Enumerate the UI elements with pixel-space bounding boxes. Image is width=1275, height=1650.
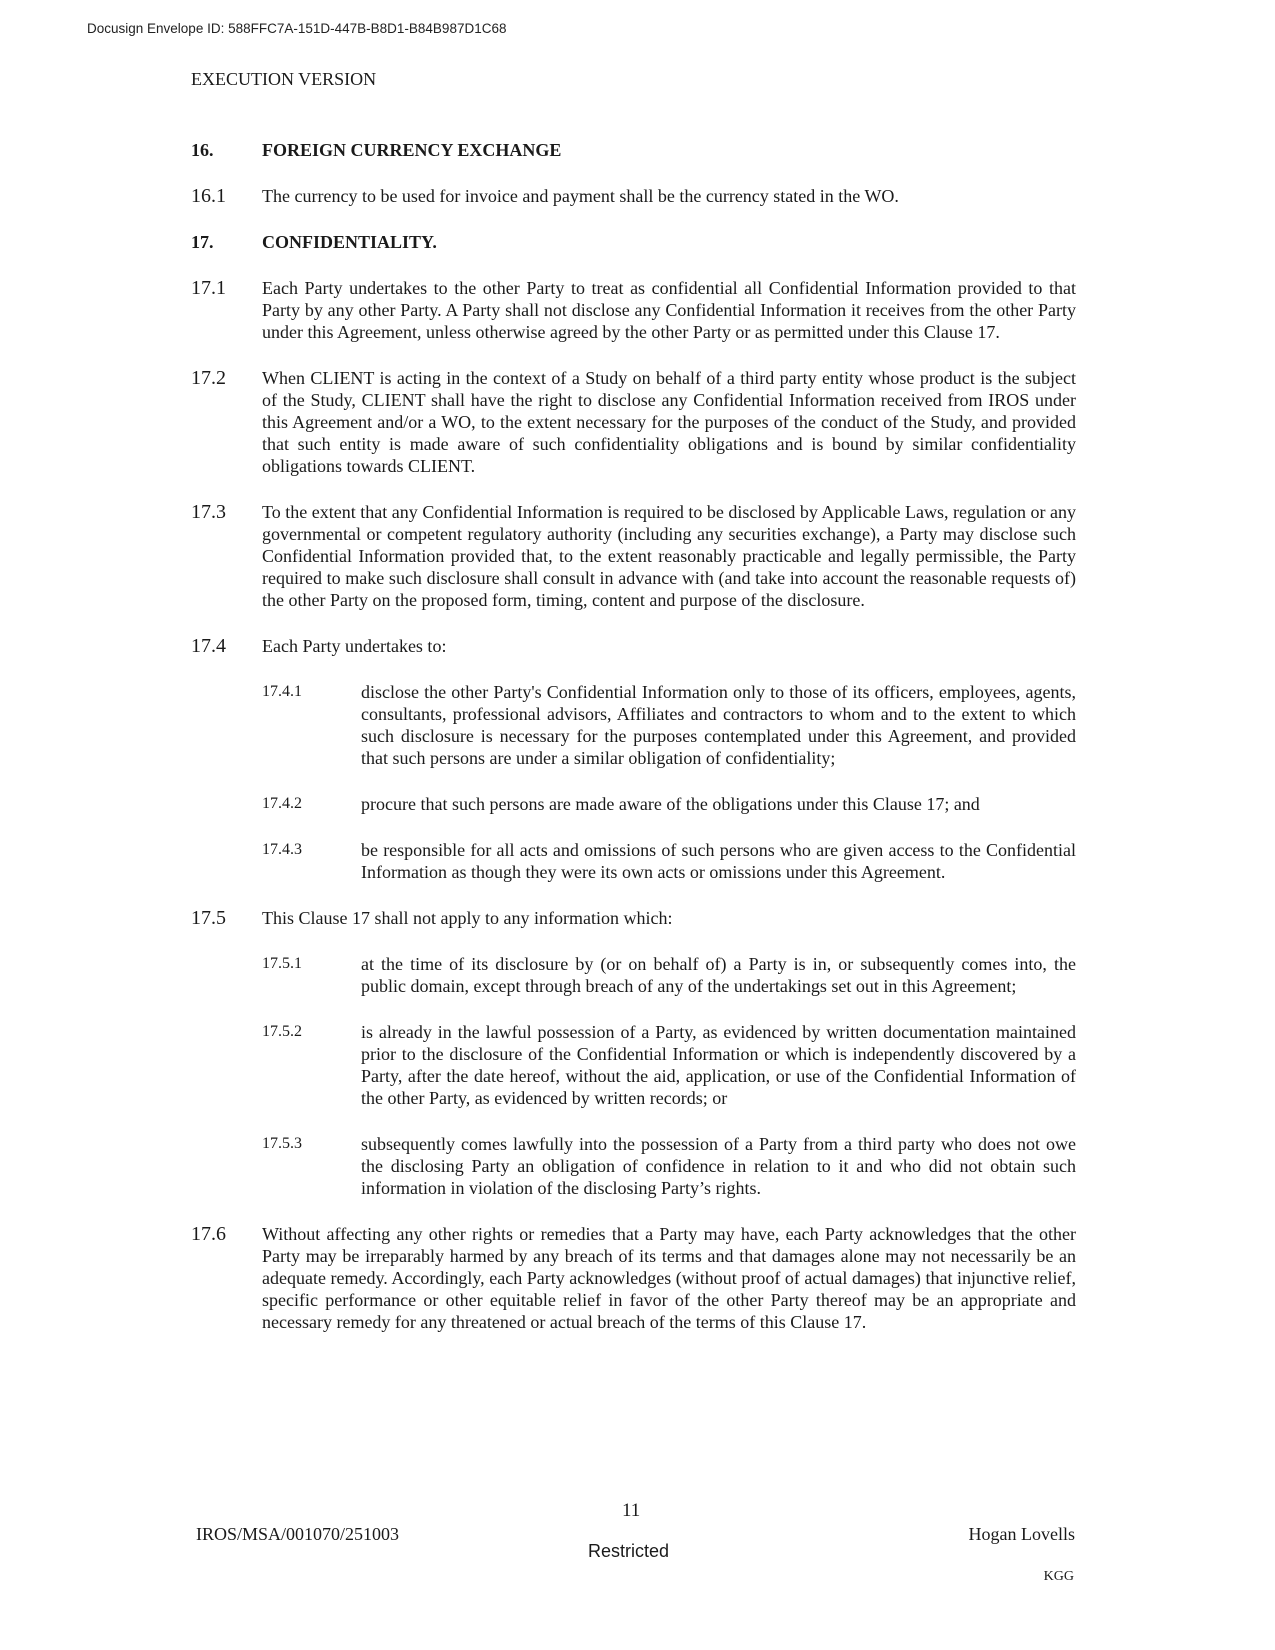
sub-clause xyxy=(262,793,1076,815)
sub-clause-number: 17.5.2 xyxy=(262,1023,302,1040)
clause-text: Without affecting any other rights or remedies that a Party may have, each Party acknowledges that the other Party may be irreparably harmed by any breach of its terms and that damages alone may not necessarily be an adequate remedy. Accordingly, each Party acknowledges (without proof of actual damages) that injunctive relief, specific performance or other equitable relief in favor of the other Party thereof may be an appropriate and necessary remedy for any threatened or actual breach of the terms of this Clause 17. xyxy=(262,1224,1076,1332)
sub-clause-number: 17.4.1 xyxy=(262,683,302,700)
section-number: 17. xyxy=(191,232,214,252)
sub-clause xyxy=(262,1021,1076,1109)
clause-number: 17.1 xyxy=(191,277,226,299)
clause xyxy=(191,277,1076,343)
clause xyxy=(191,185,1076,207)
sub-clause xyxy=(262,1133,1076,1199)
sub-clause-text: subsequently comes lawfully into the possession of a Party from a third party who does not owe the disclosing Party an obligation of confidence in relation to it and who did not obtain such information in violation of the disclosing Party’s rights. xyxy=(361,1134,1076,1198)
clause xyxy=(191,907,1076,929)
section-title: FOREIGN CURRENCY EXCHANGE xyxy=(262,140,562,160)
version-label: EXECUTION VERSION xyxy=(191,69,377,89)
clause-text: Each Party undertakes to: xyxy=(262,636,447,656)
clause-text: When CLIENT is acting in the context of a Study on behalf of a third party entity whose product is the subject of the Study, CLIENT shall have the right to disclose any Confidential Information received from IROS under this Agreement and/or a WO, to the extent necessary for the purposes of the conduct of the Study, and provided that such entity is made aware of such confidentiality obligations and is bound by similar confidentiality obligations towards CLIENT. xyxy=(262,368,1076,476)
sub-clause xyxy=(262,839,1076,883)
sub-clause-text: procure that such persons are made aware of the obligations under this Clause 17; and xyxy=(361,794,980,814)
sub-clause-number: 17.4.3 xyxy=(262,841,302,858)
sub-clause-text: disclose the other Party's Confidential Information only to those of its officers, employees, agents, consultants, professional advisors, Affiliates and contractors to whom and to the extent to which such disclosure is necessary for the purposes contemplated under this Agreement, and provided that such persons are under a similar obligation of confidentiality; xyxy=(361,682,1076,768)
clause xyxy=(191,1223,1076,1333)
clause-text: The currency to be used for invoice and payment shall be the currency stated in the WO. xyxy=(262,186,899,206)
sub-clause xyxy=(262,681,1076,769)
envelope-id: Docusign Envelope ID: 588FFC7A-151D-447B-B8D1-B84B987D1C68 xyxy=(87,21,507,36)
clause-number: 17.4 xyxy=(191,635,226,657)
initials: KGG xyxy=(1043,1569,1074,1584)
clause-number: 17.6 xyxy=(191,1223,226,1245)
sub-clause-text: is already in the lawful possession of a Party, as evidenced by written documentation maintained prior to the disclosure of the Confidential Information or which is independently discovered by a Party, after the date hereof, without the aid, application, or use of the Confidential Information of the other Party, as evidenced by written records; or xyxy=(361,1022,1076,1108)
document-body xyxy=(191,139,1076,1357)
clause-number: 17.2 xyxy=(191,367,226,389)
clause xyxy=(191,367,1076,477)
clause-text: To the extent that any Confidential Information is required to be disclosed by Applicable Laws, regulation or any governmental or competent regulatory authority (including any securities exchange), a Party may disclose such Confidential Information provided that, to the extent reasonably practicable and legally permissible, the Party required to make such disclosure shall consult in advance with (and take into account the reasonable requests of) the other Party on the proposed form, timing, content and purpose of the disclosure. xyxy=(262,502,1076,610)
sub-clause-text: be responsible for all acts and omissions of such persons who are given access to the Confidential Information as though they were its own acts or omissions under this Agreement. xyxy=(361,840,1076,882)
clause xyxy=(191,501,1076,611)
clause-number: 16.1 xyxy=(191,185,226,207)
clause xyxy=(191,635,1076,657)
clause-number: 17.3 xyxy=(191,501,226,523)
sub-clause-number: 17.4.2 xyxy=(262,795,302,812)
sub-clause-number: 17.5.3 xyxy=(262,1135,302,1152)
sub-clause xyxy=(262,953,1076,997)
clause-text: This Clause 17 shall not apply to any information which: xyxy=(262,908,673,928)
section-number: 16. xyxy=(191,140,214,160)
page-number: 11 xyxy=(622,1500,641,1521)
clause-text: Each Party undertakes to the other Party to treat as confidential all Confidential Information provided to that Party by any other Party. A Party shall not disclose any Confidential Information it receives from the other Party under this Agreement, unless otherwise agreed by the other Party or as permitted under this Clause 17. xyxy=(262,278,1076,342)
section-title: CONFIDENTIALITY. xyxy=(262,232,437,252)
section-heading xyxy=(191,139,1076,161)
classification-label: Restricted xyxy=(588,1541,670,1561)
sub-clause-number: 17.5.1 xyxy=(262,955,302,972)
document-reference: IROS/MSA/001070/251003 xyxy=(196,1524,400,1544)
section-heading xyxy=(191,231,1076,253)
clause-number: 17.5 xyxy=(191,907,226,929)
sub-clause-text: at the time of its disclosure by (or on behalf of) a Party is in, or subsequently comes into, the public domain, except through breach of any of the undertakings set out in this Agreement; xyxy=(361,954,1076,996)
firm-name: Hogan Lovells xyxy=(968,1524,1075,1544)
